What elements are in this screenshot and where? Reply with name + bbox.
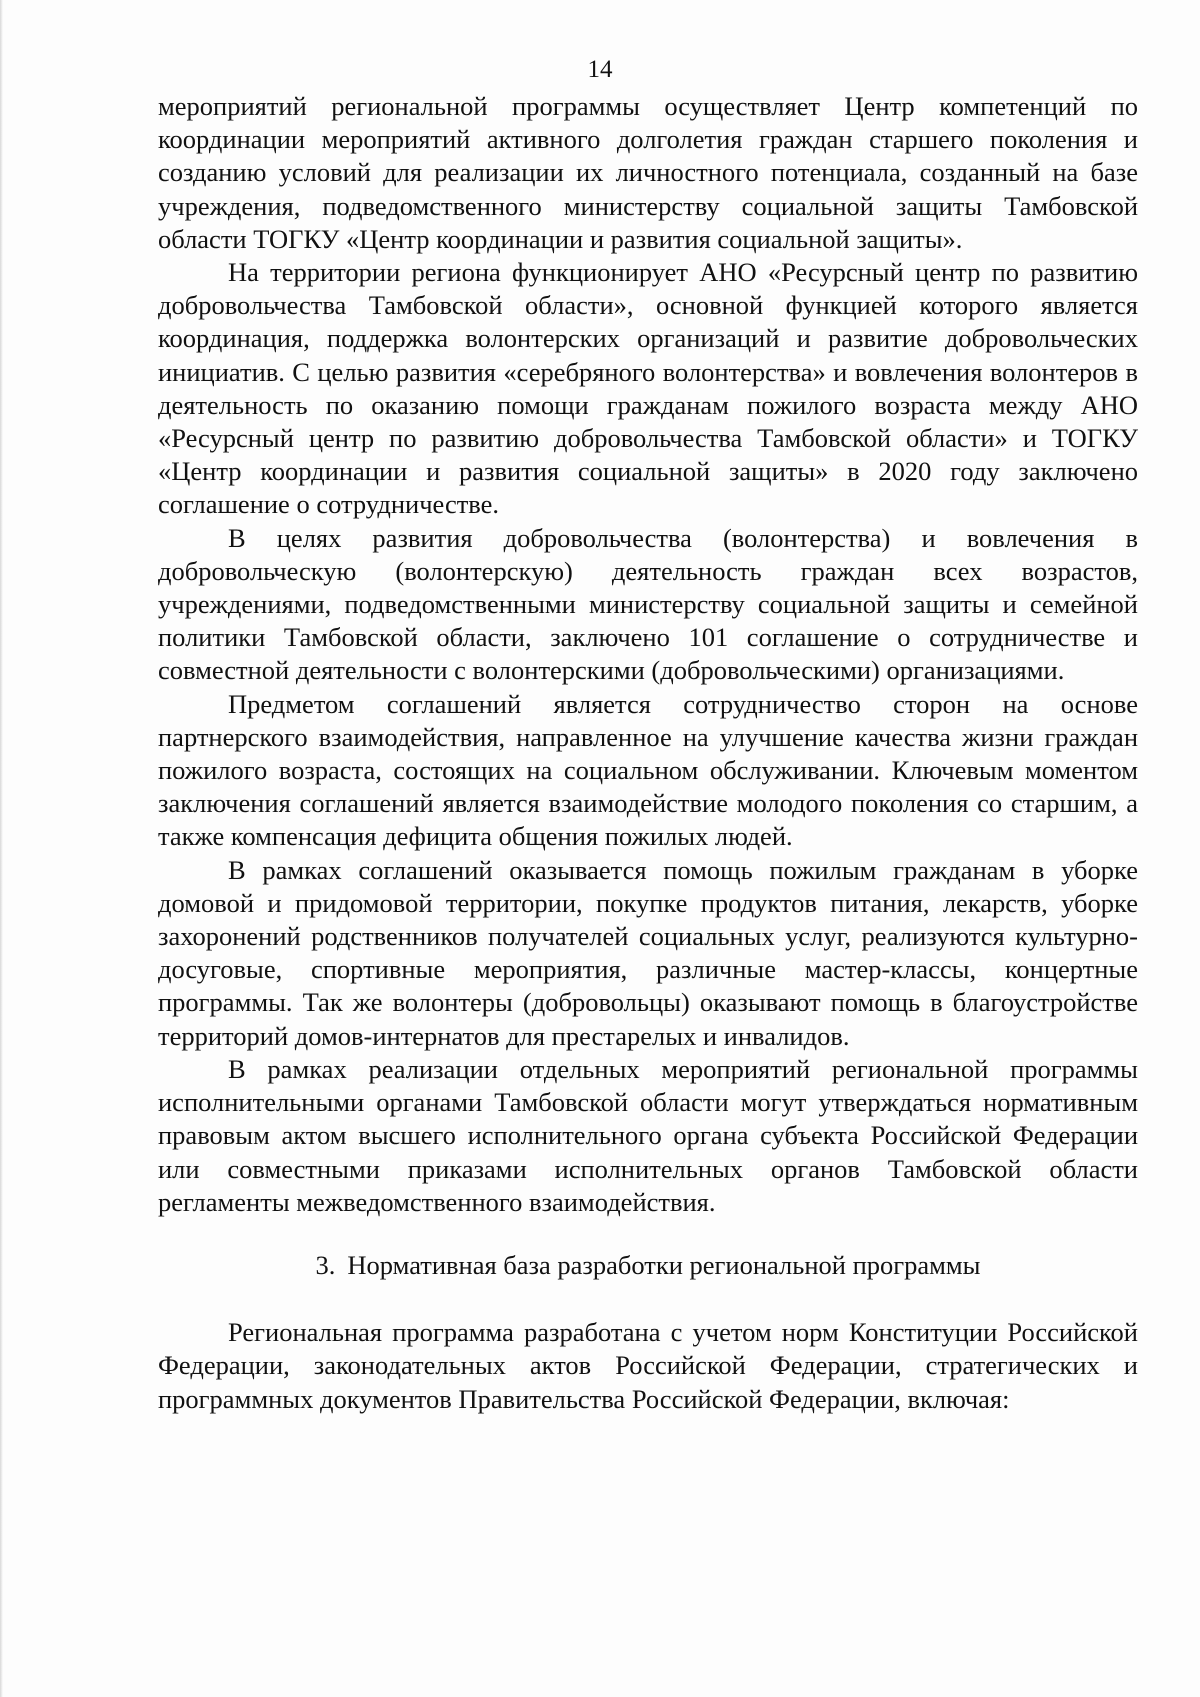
page-number: 14 <box>587 56 613 83</box>
section-number: 3. <box>315 1249 336 1280</box>
paragraph-agreements-subject: Предметом соглашений является сотрудничество сторон на основе партнерского взаимодействия, направленное на улучшение качества жизни граждан пожилого возраста, состоящих на социальном обслуживании. Ключевым моментом заключения соглашений является взаимодействие молодого поколения со старшим, а также компенсация дефицита общения пожилых людей. <box>158 688 1138 852</box>
paragraph-resource-center: На территории региона функционирует АНО «Ресурсный центр по развитию добровольчества Тамбовской области», основной функцией которого является координация, поддержка волонтерских организаций и развитие добровольческих инициатив. С целью развития «серебряного волонтерства» и вовлечения волонтеров в деятельность по оказанию помощи гражданам пожилого возраста между АНО «Ресурсный центр по развитию добровольчества Тамбовской области» и ТОГКУ «Центр координации и развития социальной защиты» в 2020 году заключено соглашение о сотрудничестве. <box>158 257 1138 520</box>
paragraph-volunteering-agreements: В целях развития добровольчества (волонтерства) и вовлечения в добровольческую (волонтерскую) деятельность граждан всех возрастов, учреждениями, подведомственными министерству социальной защиты и семейной политики Тамбовской области, заключено 101 соглашение о сотрудничестве и совместной деятельности с волонтерскими (добровольческими) организациями. <box>158 522 1138 686</box>
scan-edge-shadow <box>0 0 3 1697</box>
section-heading <box>158 1249 1138 1282</box>
section-title: Нормативная база разработки региональной программы <box>347 1249 981 1280</box>
paragraph-continuation: мероприятий региональной программы осуществляет Центр компетенций по координации мероприятий активного долголетия граждан старшего поколения и созданию условий для реализации их личностного потенциала, созданный на базе учреждения, подведомственного министерству социальной защиты Тамбовской области ТОГКУ «Центр координации и развития социальной защиты». <box>158 91 1138 254</box>
paragraph-assistance: В рамках соглашений оказывается помощь пожилым гражданам в уборке домовой и придомовой территории, покупке продуктов питания, лекарств, уборке захоронений родственников получателей социальных услуг, реализуются культурно-досуговые, спортивные мероприятия, различные мастер-классы, концертные программы. Так же волонтеры (добровольцы) оказывают помощь в благоустройстве территорий домов-интернатов для престарелых и инвалидов. <box>158 854 1138 1051</box>
paragraph-legal-basis: Региональная программа разработана с учетом норм Конституции Российской Федерации, законодательных актов Российской Федерации, стратегических и программных документов Правительства Российской Федерации, включая: <box>158 1317 1138 1414</box>
paragraph-regulations: В рамках реализации отдельных мероприятий региональной программы исполнительными органами Тамбовской области могут утверждаться нормативным правовым актом высшего исполнительного органа субъекта Российской Федерации или совместными приказами исполнительных органов Тамбовской области регламенты межведомственного взаимодействия. <box>158 1053 1138 1217</box>
document-body <box>158 90 1138 1416</box>
